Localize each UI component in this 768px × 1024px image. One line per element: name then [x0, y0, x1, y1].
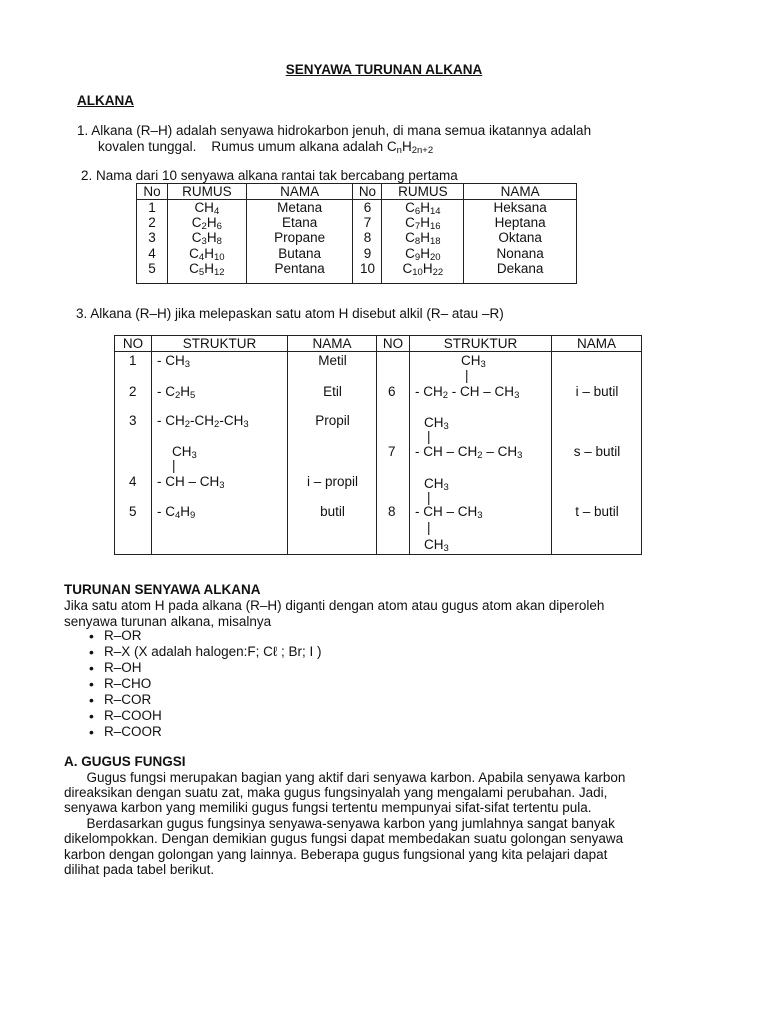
row-no: 2 — [129, 384, 137, 399]
header-rumus: RUMUS — [167, 184, 246, 200]
table-row — [137, 246, 577, 261]
row-no: 8 — [388, 504, 396, 519]
header-rumus: RUMUS — [382, 184, 464, 200]
point-1-line-2 — [98, 139, 433, 155]
table-row — [137, 261, 577, 284]
struct-ipropil: - CH – $CH_3$ — [157, 474, 225, 491]
formula-h: H — [401, 139, 412, 154]
turunan-intro-line-2: senyawa turunan alkana, misalnya — [64, 614, 272, 629]
row-no: 7 — [388, 444, 396, 459]
header-nama: NAMA — [552, 336, 642, 352]
struct-metil: - $CH_3$ — [157, 353, 191, 370]
row-no: 8 — [353, 230, 382, 245]
alkane-name: Butana — [246, 246, 353, 261]
struct-bond: | — [465, 368, 469, 383]
table-header-row — [115, 336, 642, 352]
formula: $C_3H_8$ — [167, 230, 246, 245]
alkane-name: Nonana — [464, 246, 577, 261]
struct-ipropil-top: $CH_3$ — [172, 444, 197, 461]
paragraph-line: karbon dengan golongan yang lainnya. Beberapa gugus fungsional yang kita pelajari dapat — [64, 847, 608, 862]
alkane-name: Dekana — [464, 261, 577, 284]
right-struct-cell — [410, 352, 552, 555]
list-item: • R–COOH — [89, 708, 321, 724]
alkyl-name: Propil — [315, 413, 350, 428]
section-heading-gugus-fungsi: A. GUGUS FUNGSI — [64, 754, 186, 769]
formula: $C_7H_{16}$ — [382, 215, 464, 230]
alkyl-name: butil — [320, 504, 345, 519]
header-no: NO — [377, 336, 410, 352]
header-nama: NAMA — [288, 336, 377, 352]
formula: $C_9H_{20}$ — [382, 246, 464, 261]
alkyl-name: t – butil — [575, 504, 619, 519]
right-name-cell — [552, 352, 642, 555]
table-row — [137, 230, 577, 245]
left-no-cell — [115, 352, 152, 555]
row-no: 3 — [137, 230, 168, 245]
derivative-list — [89, 628, 321, 740]
paragraph-line: direaksikan dengan suatu zat, maka gugus fungsinyalah yang mengalami perubahan. Jadi, — [64, 785, 608, 800]
formula: $CH_4$ — [167, 200, 246, 216]
left-struct-cell — [152, 352, 288, 555]
paragraph-line: dikelompokkan. Dengan demikian gugus fungsi dapat membedakan suatu golongan senyawa — [64, 831, 624, 846]
point-1-line-1: 1. Alkana (R–H) adalah senyawa hidrokarbon jenuh, di mana semua ikatannya adalah — [77, 123, 592, 138]
alkyl-name: Etil — [323, 384, 342, 399]
formula: $C_4H_{10}$ — [167, 246, 246, 261]
struct-sbutil: - CH – $CH_2 - CH_3$ — [415, 444, 523, 461]
struct-bond: | — [427, 429, 431, 444]
formula: $C_{10}H_{22}$ — [382, 261, 464, 284]
paragraph-line: Berdasarkan gugus fungsinya senyawa-senyawa karbon yang jumlahnya sangat banyak — [64, 816, 615, 831]
left-name-cell — [288, 352, 377, 555]
point-1-text: kovalen tunggal. Rumus umum alkana adalah C — [98, 139, 397, 154]
alkyl-name: s – butil — [573, 444, 621, 459]
alkane-name: Heptana — [464, 215, 577, 230]
header-no: NO — [115, 336, 152, 352]
table-row — [137, 215, 577, 230]
formula-sub: n — [396, 145, 402, 156]
row-no: 6 — [353, 200, 382, 216]
formula: $C_8H_{18}$ — [382, 230, 464, 245]
section-heading-alkana: ALKANA — [77, 93, 134, 108]
paragraph-line: Gugus fungsi merupakan bagian yang aktif dari senyawa karbon. Apabila senyawa karbon — [64, 770, 626, 785]
row-no: 7 — [353, 215, 382, 230]
table-header-row — [137, 184, 577, 200]
struct-bond: | — [172, 458, 176, 473]
row-no: 4 — [137, 246, 168, 261]
alkane-names-table — [136, 183, 577, 284]
header-struktur: STRUKTUR — [410, 336, 552, 352]
struct-bond: | — [427, 520, 431, 535]
row-no: 2 — [137, 215, 168, 230]
struct-tbutil: - CH – $CH_3$ — [415, 504, 483, 521]
list-item: • R–OH — [89, 660, 321, 676]
right-no-cell — [377, 352, 410, 555]
header-struktur: STRUKTUR — [152, 336, 288, 352]
row-no: 5 — [129, 504, 137, 519]
list-item: • R–COOR — [89, 724, 321, 740]
section-heading-turunan: TURUNAN SENYAWA ALKANA — [64, 582, 261, 597]
struct-tbutil-top: $CH_3$ — [424, 476, 449, 493]
list-item: • R–CHO — [89, 676, 321, 692]
row-no: 1 — [129, 353, 137, 368]
alkane-name: Etana — [246, 215, 353, 230]
alkyl-table — [114, 335, 642, 555]
point-2: 2. Nama dari 10 senyawa alkana rantai tak bercabang pertama — [81, 168, 458, 183]
struct-etil: - $C_2H_5$ — [157, 384, 196, 401]
paragraph-line: dilihat pada tabel berikut. — [64, 862, 215, 877]
alkyl-name: i – butil — [575, 384, 619, 399]
struct-ibutil: - $CH_2$ - CH – $CH_3$ — [415, 384, 520, 401]
alkane-name: Oktana — [464, 230, 577, 245]
list-item: • R–COR — [89, 692, 321, 708]
struct-tbutil-bottom: $CH_3$ — [424, 537, 449, 554]
formula-sub: 2n+2 — [411, 145, 434, 156]
alkyl-name: i – propil — [306, 474, 359, 489]
row-no: 10 — [353, 261, 382, 284]
alkane-name: Propane — [246, 230, 353, 245]
list-item: • R–X (X adalah halogen:F; Cℓ ; Br; I ) — [89, 644, 321, 660]
header-no: No — [353, 184, 382, 200]
point-3: 3. Alkana (R–H) jika melepaskan satu atom H disebut alkil (R– atau –R) — [76, 306, 504, 321]
table-row — [137, 200, 577, 216]
row-no: 3 — [129, 413, 137, 428]
row-no: 6 — [388, 384, 396, 399]
table-body-row — [115, 352, 642, 555]
alkane-name: Heksana — [464, 200, 577, 216]
alkyl-name: Metil — [318, 353, 347, 368]
header-nama: NAMA — [246, 184, 353, 200]
struct-bond: | — [427, 490, 431, 505]
row-no: 4 — [129, 474, 137, 489]
row-no: 1 — [137, 200, 168, 216]
struct-sbutil-top: $CH_3$ — [424, 415, 449, 432]
row-no: 5 — [137, 261, 168, 284]
paragraph-line: senyawa karbon yang memiliki gugus fungsi tertentu mempunyai sifat-sifat tertentu pula. — [64, 800, 592, 815]
formula: $C_5H_{12}$ — [167, 261, 246, 284]
header-nama: NAMA — [464, 184, 577, 200]
struct-ibutil-top: $CH_3$ — [461, 353, 486, 370]
turunan-intro-line-1: Jika satu atom H pada alkana (R–H) diganti dengan atom atau gugus atom akan diperoleh — [64, 598, 605, 613]
list-item: • R–OR — [89, 628, 321, 644]
alkane-name: Metana — [246, 200, 353, 216]
row-no: 9 — [353, 246, 382, 261]
struct-propil: - $CH_2-CH_2-CH_3$ — [157, 413, 249, 430]
page-title: SENYAWA TURUNAN ALKANA — [285, 62, 483, 77]
alkane-name: Pentana — [246, 261, 353, 284]
formula: $C_2H_6$ — [167, 215, 246, 230]
struct-butil: - $C_4H_9$ — [157, 504, 196, 521]
header-no: No — [137, 184, 168, 200]
formula: $C_6H_{14}$ — [382, 200, 464, 216]
